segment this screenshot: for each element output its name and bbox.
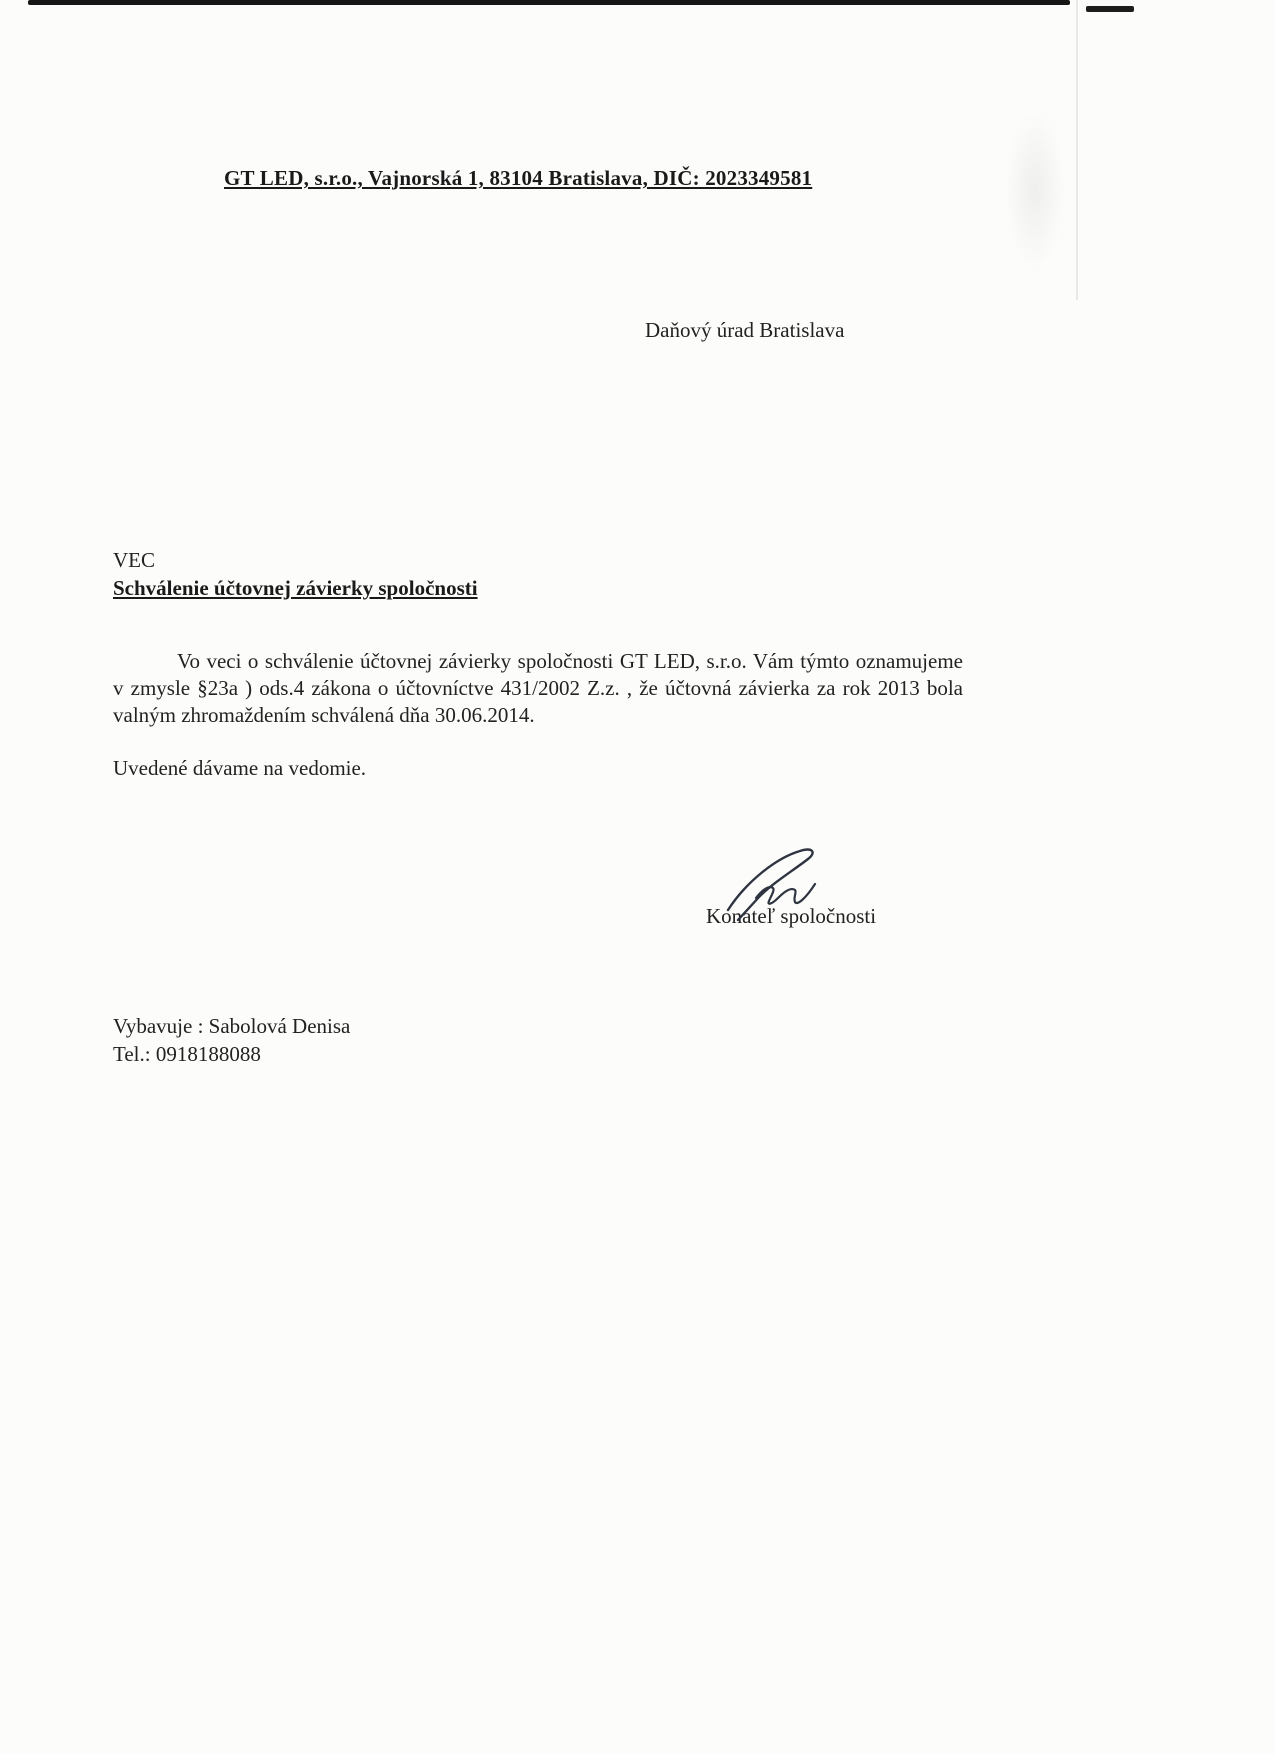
signature-handwriting bbox=[694, 846, 844, 922]
signatory-title: Konateľ spoločnosti bbox=[706, 904, 877, 928]
scan-artifact-top-mark bbox=[1086, 6, 1134, 12]
body-paragraph: Vo veci o schválenie účtovnej závierky spoločnosti GT LED, s.r.o. Vám týmto oznamujeme v zmysle §23a ) ods.4 zákona o účtovníctve 431/2002 Z.z. , že účtovná závierka za rok 2013 bola valným zhromaždením schválená dňa 30.06.2014. bbox=[113, 649, 963, 727]
scan-artifact-right-streak bbox=[1076, 0, 1078, 300]
letterhead-company-line: GT LED, s.r.o., Vajnorská 1, 83104 Bratislava, DIČ: 2023349581 bbox=[224, 166, 813, 190]
contact-person-line: Vybavuje : Sabolová Denisa bbox=[113, 1014, 351, 1038]
subject-title: Schválenie účtovnej závierky spoločnosti bbox=[113, 576, 478, 600]
recipient-name: Daňový úrad Bratislava bbox=[645, 318, 845, 342]
closing-line: Uvedené dávame na vedomie. bbox=[113, 756, 367, 780]
contact-phone-line: Tel.: 0918188088 bbox=[113, 1042, 261, 1066]
scan-artifact-top-line bbox=[28, 0, 1070, 5]
subject-label: VEC bbox=[113, 548, 155, 572]
